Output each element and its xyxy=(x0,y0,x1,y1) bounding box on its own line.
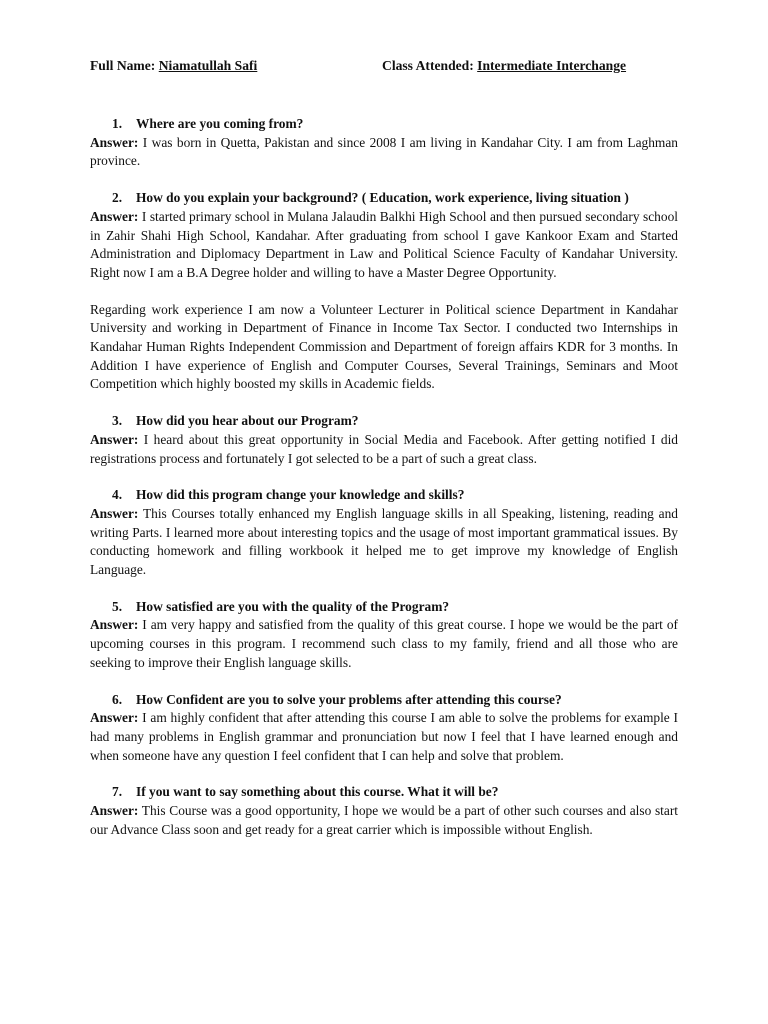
question-text: How Confident are you to solve your problems after attending this course? xyxy=(136,691,562,707)
answer-2-work-experience: Regarding work experience I am now a Volunteer Lecturer in Political science Department in Kandahar University and working in Department of Finance in Income Tax Sector. I conducted two Internships in Kandahar Human Rights Independent Commission and Department of foreign affairs KDR for 3 months. In Addition I have experience of English and Computer Courses, Several Trainings, Seminars and Moot Competition which highly boosted my skills in Academic fields. xyxy=(90,301,678,392)
question-number: 3. xyxy=(112,413,123,429)
answer-text: I started primary school in Mulana Jalaudin Balkhi High School and then pursued secondary school in Zahir Shahi High School, Kandahar. After graduating from school I gave Kankoor Exam and Started Administration and Diplomacy Department in Law and Political Science Faculty of Kandahar University. Right now I am a B.A Degree holder and willing to have a Master Degree Opportunity. xyxy=(90,208,678,280)
answer-text: This Courses totally enhanced my English language skills in all Speaking, listening, reading and writing Parts. I learned more about interesting topics and the usage of most important grammatical issues. By conducting homework and filling workbook it helped me to get improve my knowledge of English Language. xyxy=(90,505,678,578)
question-number: 6. xyxy=(112,691,123,707)
question-number: 5. xyxy=(112,598,123,614)
class-attended-label: Class Attended: xyxy=(382,58,474,73)
question-6 xyxy=(90,691,678,710)
full-name-value: Niamatullah Safi xyxy=(158,58,258,73)
answer-4 xyxy=(90,505,678,580)
answer-label: Answer: xyxy=(90,710,139,726)
class-attended-field xyxy=(382,57,626,76)
answer-text: I heard about this great opportunity in Social Media and Facebook. After getting notified I did registrations process and fortunately I got selected to be a part of such a great class. xyxy=(90,431,678,466)
question-text: How did this program change your knowledge and skills? xyxy=(136,487,465,503)
answer-6 xyxy=(90,709,678,765)
answer-2 xyxy=(90,208,678,283)
question-text: Where are you coming from? xyxy=(136,116,304,131)
answer-label: Answer: xyxy=(90,431,139,447)
answer-label: Answer: xyxy=(90,208,139,224)
answer-label: Answer: xyxy=(90,134,139,150)
question-2 xyxy=(90,189,678,208)
question-1 xyxy=(90,115,678,134)
question-7 xyxy=(90,783,678,802)
question-5 xyxy=(90,598,678,617)
full-name-field xyxy=(90,57,257,76)
question-text: How satisfied are you with the quality of the Program? xyxy=(136,598,450,614)
question-number: 2. xyxy=(112,190,123,206)
answer-text: I was born in Quetta, Pakistan and since 2008 I am living in Kandahar City. I am from Laghman province. xyxy=(90,134,678,169)
answer-text: I am highly confident that after attending this course I am able to solve the problems for example I had many problems in English grammar and pronunciation but now I feel that I have learned enough and when someone have any question I feel confident that I can help and solve that problem. xyxy=(90,710,678,763)
answer-text: This Course was a good opportunity, I hope we would be a part of other such courses and also start our Advance Class soon and get ready for a great carrier which is impossible without English. xyxy=(90,803,679,837)
question-number: 7. xyxy=(112,784,123,800)
question-3 xyxy=(90,412,678,431)
class-attended-value: Intermediate Interchange xyxy=(477,58,627,73)
answer-label: Answer: xyxy=(90,803,139,819)
document-header xyxy=(90,57,678,77)
answer-1 xyxy=(90,134,678,171)
full-name-label: Full Name: xyxy=(90,58,156,73)
question-text: How did you hear about our Program? xyxy=(136,413,359,429)
answer-label: Answer: xyxy=(90,505,139,521)
answer-label: Answer: xyxy=(90,617,139,633)
document-page xyxy=(90,57,678,840)
question-text: How do you explain your background? ( Education, work experience, living situation ) xyxy=(136,190,629,206)
answer-7 xyxy=(90,802,678,839)
question-number: 1. xyxy=(112,116,123,131)
question-text: If you want to say something about this course. What it will be? xyxy=(136,784,499,800)
answer-3 xyxy=(90,431,678,468)
answer-5 xyxy=(90,616,678,672)
question-number: 4. xyxy=(112,487,123,503)
answer-text: I am very happy and satisfied from the quality of this great course. I hope we would be the part of upcoming courses in this program. I recommend such class to my family, friend and all those who are seeking to improve their English language skills. xyxy=(90,617,678,670)
question-4 xyxy=(90,486,678,505)
